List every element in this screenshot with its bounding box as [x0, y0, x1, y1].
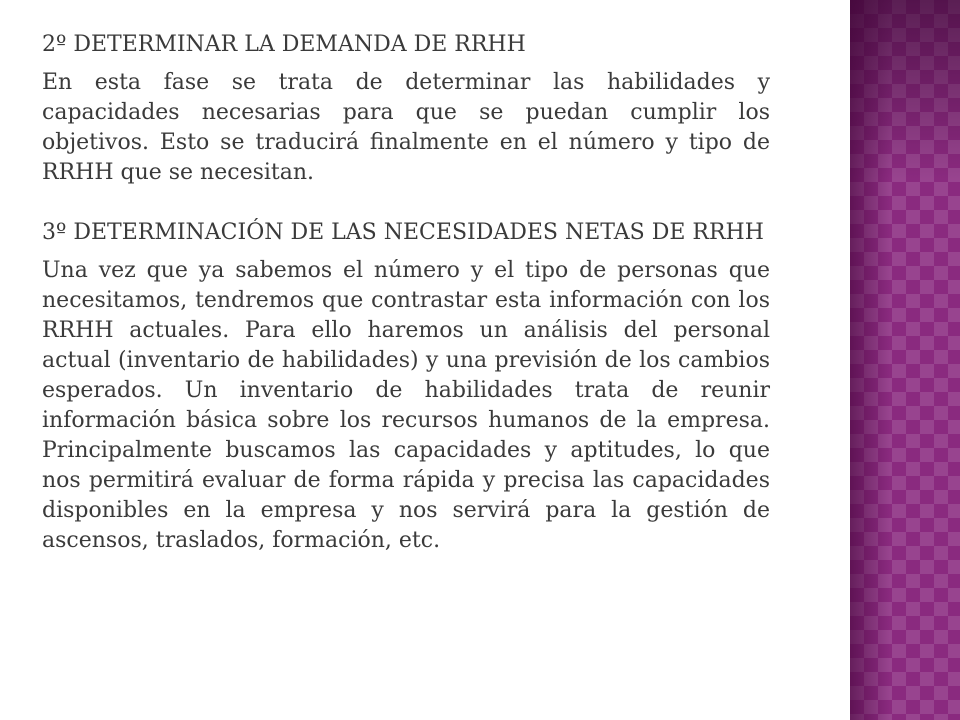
section-heading-demand: 2º DETERMINAR LA DEMANDA DE RRHH	[42, 32, 526, 57]
section-body-net-needs: Una vez que ya sabemos el número y el tipo de personas que necesitamos, tendremos que contrastar esta información con los RRHH actuales. Para ello haremos un análisis del personal actual (inventario de habilidades) y una previsión de los cambios esperados. Un inventario de habilidades trata de reunir información básica sobre los recursos humanos de la empresa. Principalmente buscamos las capacidades y aptitudes, lo que nos permitirá evaluar de forma rápida y precisa las capacidades disponibles en la empresa y nos servirá para la gestión de ascensos, traslados, formación, etc.	[42, 258, 770, 553]
decorative-side-panel	[850, 0, 960, 720]
section-body-demand: En esta fase se trata de determinar las habilidades y capacidades necesarias para que se puedan cumplir los objetivos. Esto se traducirá finalmente en el número y tipo de RRHH que se necesitan.	[42, 70, 770, 185]
section-heading-net-needs: 3º DETERMINACIÓN DE LAS NECESIDADES NETAS DE RRHH	[42, 220, 764, 245]
slide-content	[42, 30, 770, 586]
